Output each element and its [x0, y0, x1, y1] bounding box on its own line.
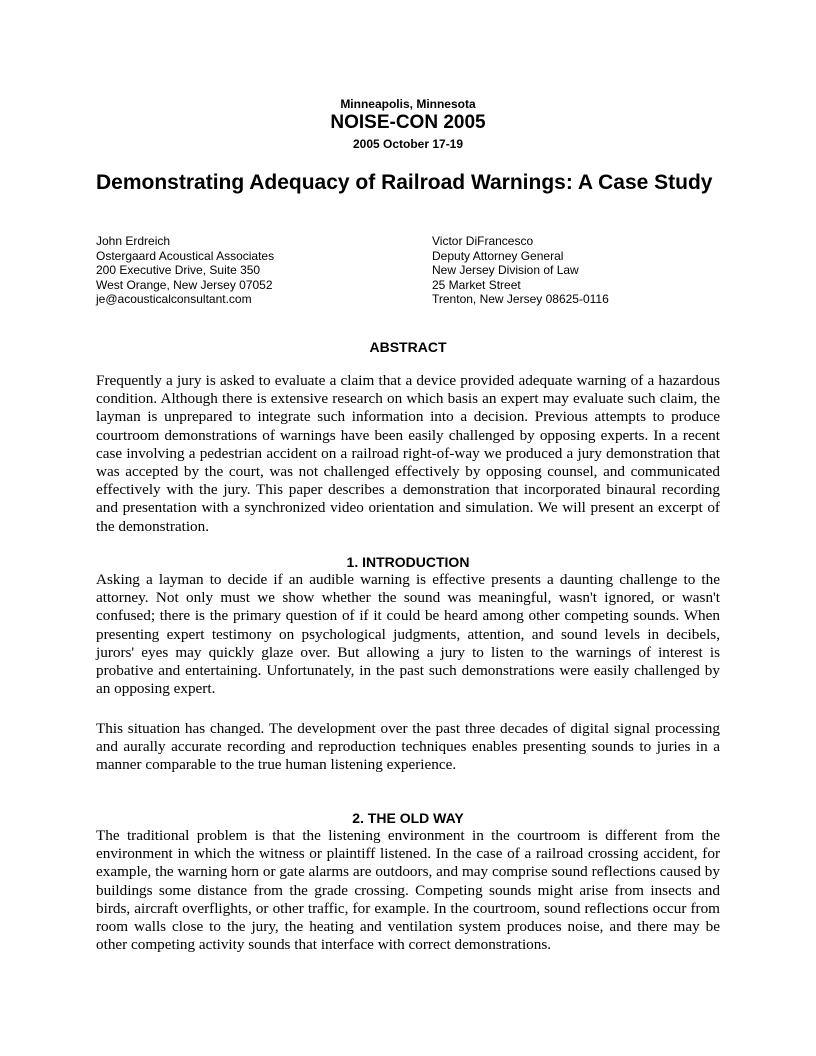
author-address-line: 200 Executive Drive, Suite 350 [96, 263, 261, 278]
author-name: Victor DiFrancesco [432, 234, 534, 248]
author-address-line: 25 Market Street [432, 277, 521, 292]
old-way-paragraph-1: The traditional problem is that the listening environment in the courtroom is different from the environment in which the witness or plaintiff listened. In the case of a railroad crossing accident, for example, the warning horn or gate alarms are outdoors, and may comprise sound reflections caused by buildings some distance from the grade crossing. Competing sounds might arise from insects and birds, aircraft overflights, or other traffic, for example. In the courtroom, sound reflections occur from room walls close to the jury, the heating and ventilation system produces noise, and there may be other competing activity sounds that interface with correct demonstrations. [96, 827, 720, 954]
author-affiliation: Ostergaard Acoustical Associates [96, 248, 275, 263]
author-affiliation: New Jersey Division of Law [432, 263, 579, 278]
conference-date: 2005 October 17-19 [352, 137, 464, 151]
author-email: je@acousticalconsultant.com [96, 292, 252, 307]
section-heading-old-way: 2. THE OLD WAY [352, 810, 464, 826]
conference-city: Minneapolis, Minnesota [340, 97, 476, 111]
author-address-line: West Orange, New Jersey 07052 [96, 277, 273, 292]
abstract-text: Frequently a jury is asked to evaluate a claim that a device provided adequate warning of a hazardous condition. Although there is extensive research on which basis an expert may evaluate such claim, the layman is unprepared to integrate such information into a decision. Previous attempts to produce courtroom demonstrations of warnings have been easily challenged by opposing experts. In a recent case involving a pedestrian accident on a railroad right-of-way we produced a jury demonstration that was accepted by the court, was not challenged effectively by opposing counsel, and communicated effectively with the jury. This paper describes a demonstration that incorporated binaural recording and presentation with a synchronized video orientation and simulation. We will present an excerpt of the demonstration. [96, 372, 720, 535]
introduction-paragraph-1: Asking a layman to decide if an audible warning is effective presents a daunting challenge to the attorney. Not only must we show whether the sound was meaningful, wasn't ignored, or wasn't confused; there is the primary question of if it could be heard among other competing sounds. When presenting expert testimony on psychological judgments, attention, and sound levels in decibels, jurors' eyes may quickly glaze over. But allowing a jury to listen to the warnings of interest is probative and entertaining. Unfortunately, in the past such demonstrations were easily challenged by an opposing expert. [96, 571, 720, 698]
author-position: Deputy Attorney General [432, 248, 564, 263]
introduction-paragraph-2: This situation has changed. The development over the past three decades of digital signal processing and aurally accurate recording and reproduction techniques enables presenting sounds to juries in a manner comparable to the true human listening experience. [96, 720, 720, 774]
author-address-line: Trenton, New Jersey 08625-0116 [432, 292, 609, 307]
author-block-erdreich [96, 234, 274, 307]
abstract-heading: ABSTRACT [369, 339, 447, 355]
author-name: John Erdreich [96, 234, 171, 248]
paper-title: Demonstrating Adequacy of Railroad Warnings: A Case Study [96, 171, 713, 194]
author-block-difrancesco [432, 234, 609, 307]
conference-name: NOISE-CON 2005 [330, 112, 486, 133]
section-heading-introduction: 1. INTRODUCTION [346, 554, 470, 570]
